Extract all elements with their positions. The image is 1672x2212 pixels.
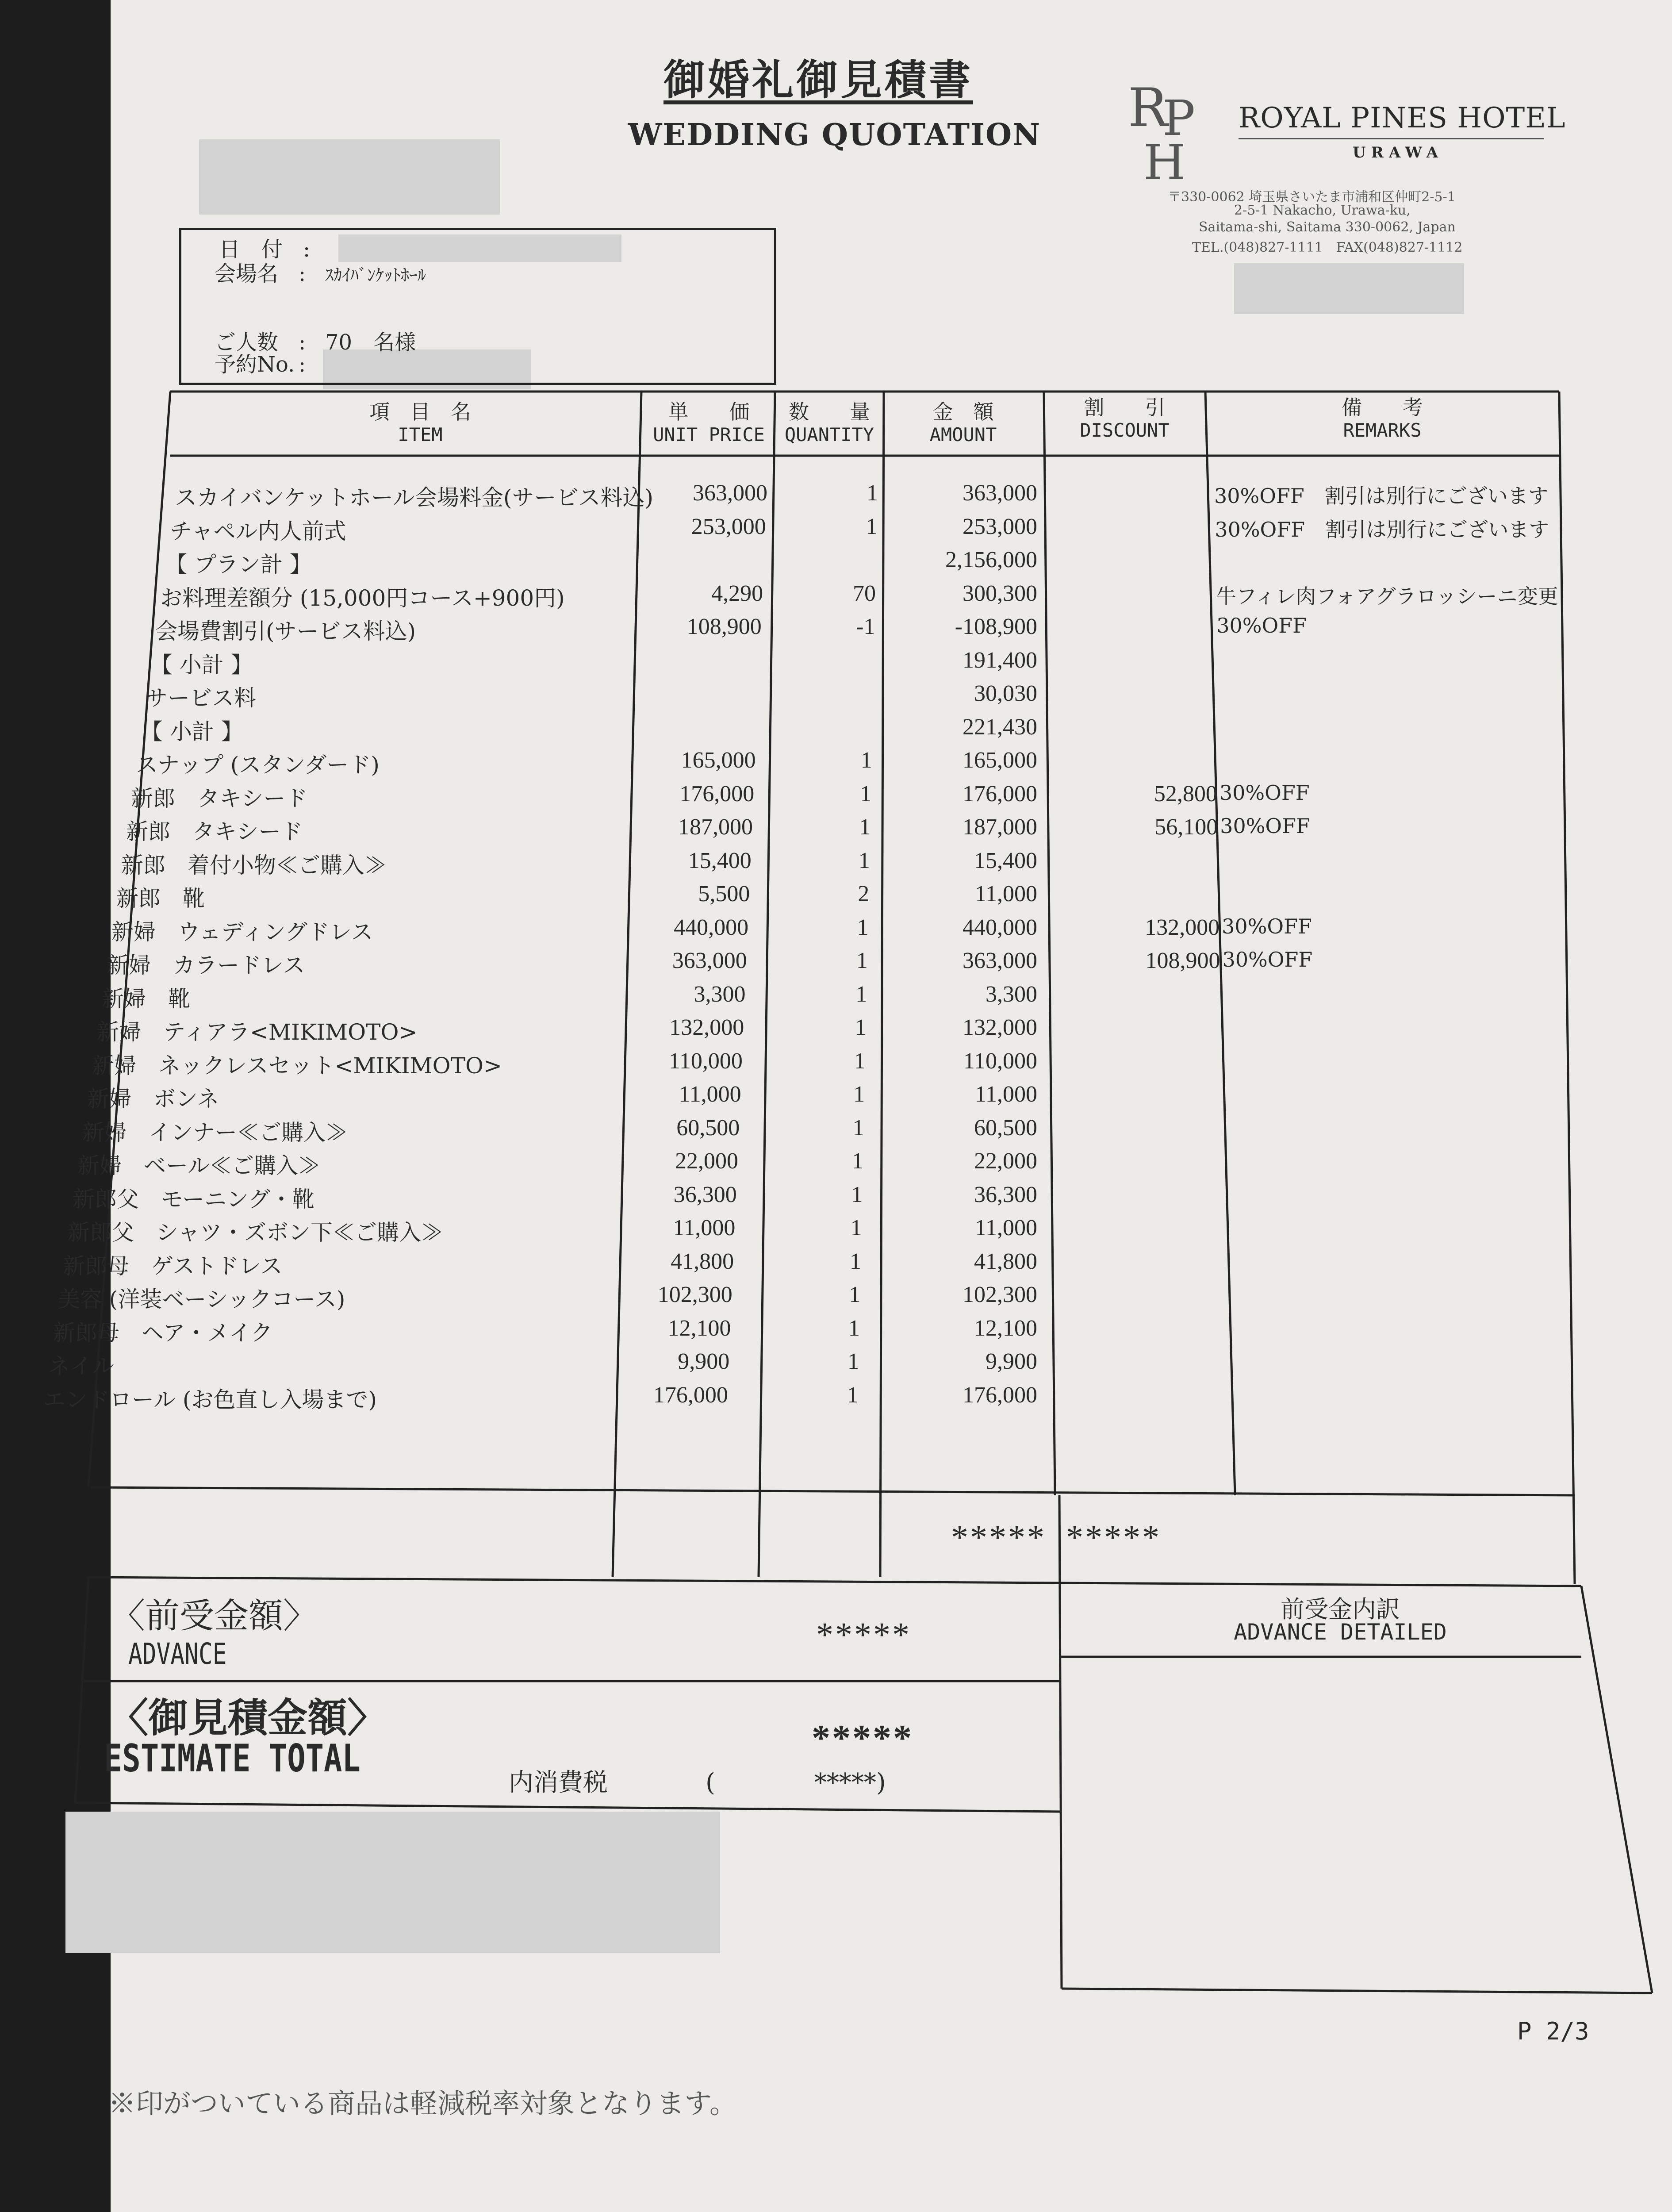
- row-item: 美容 (洋装ベーシックコース): [58, 1286, 345, 1312]
- row-quantity: 1: [847, 1382, 859, 1408]
- column-header-discount: [1046, 396, 1203, 442]
- row-amount: 102,300: [963, 1282, 1037, 1307]
- row-amount: 176,000: [963, 1382, 1037, 1408]
- hotel-address-line: Saitama-shi, Saitama 330-0062, Japan: [1199, 219, 1456, 235]
- row-amount: 11,000: [974, 1082, 1037, 1107]
- venue-label: 会場名: [215, 261, 279, 286]
- row-quantity: 1: [866, 514, 878, 539]
- hotel-name: ROYAL PINES HOTEL: [1239, 102, 1566, 134]
- row-item: 新婦 ネックレスセット<MIKIMOTO>: [92, 1052, 502, 1079]
- row-item: ネイル: [48, 1353, 114, 1379]
- row-quantity: 1: [857, 914, 869, 940]
- row-item: 新婦 カラードレス: [107, 952, 305, 978]
- row-amount: 15,400: [974, 848, 1037, 873]
- row-amount: 363,000: [963, 480, 1037, 506]
- column-header-item-en: ITEM: [398, 424, 443, 445]
- row-amount: 187,000: [963, 814, 1037, 840]
- advance-value: *****: [816, 1615, 911, 1654]
- guests-label: ご人数: [215, 330, 279, 355]
- row-remarks: 30%OFF: [1222, 914, 1312, 938]
- row-quantity: 1: [850, 1215, 862, 1240]
- row-item: チャペル内人前式: [170, 518, 346, 544]
- column-header-amount-jp: 金 額: [932, 400, 994, 424]
- estimate-label-jp: 〈御見積金額〉: [108, 1694, 387, 1741]
- estimate-value: *****: [812, 1717, 913, 1759]
- row-item: 【 小計 】: [141, 718, 243, 745]
- column-header-quantity: [776, 400, 882, 446]
- row-unit-price: 3,300: [694, 981, 746, 1007]
- row-unit-price: 15,400: [688, 848, 752, 873]
- row-unit-price: 41,800: [671, 1248, 734, 1274]
- row-amount: 12,100: [974, 1315, 1037, 1341]
- colon: :: [299, 352, 306, 377]
- row-amount: 110,000: [963, 1048, 1037, 1074]
- column-header-amount-en: AMOUNT: [929, 424, 997, 445]
- row-quantity: 1: [853, 1082, 865, 1107]
- row-amount: 132,000: [963, 1015, 1037, 1040]
- booking-row: [215, 347, 325, 378]
- column-header-discount-jp: 割 引: [1084, 396, 1166, 419]
- column-header-unit-en: UNIT PRICE: [653, 424, 765, 445]
- advance-label-jp: 〈前受金額〉: [111, 1596, 318, 1636]
- column-header-amount: [885, 400, 1042, 446]
- row-amount: 9,900: [986, 1349, 1037, 1374]
- column-header-remarks: [1208, 396, 1557, 442]
- row-remarks: 30%OFF 割引は別行にございます: [1214, 484, 1549, 508]
- row-item: 新郎父 シャツ・ズボン下≪ご購入≫: [68, 1220, 443, 1245]
- estimate-label-en: ESTIMATE TOTAL: [104, 1736, 360, 1781]
- row-quantity: 1: [852, 1148, 863, 1174]
- row-unit-price: 5,500: [698, 881, 750, 906]
- venue-value: ｽｶｲﾊﾞﾝｹｯﾄﾎｰﾙ: [325, 265, 426, 285]
- svg-text:H: H: [1143, 134, 1186, 181]
- row-item: 会場費割引(サービス料込): [155, 618, 416, 644]
- discount-total: *****: [1066, 1518, 1161, 1556]
- row-unit-price: 110,000: [668, 1048, 743, 1074]
- row-item: エンドロール (お色直し入場まで): [43, 1386, 377, 1413]
- row-item: 新郎 タキシード: [131, 785, 308, 811]
- row-amount: 191,400: [963, 647, 1037, 673]
- row-item: 新郎父 モーニング・靴: [73, 1186, 314, 1212]
- row-remarks: 牛フィレ肉フォアグラロッシーニ変更: [1216, 584, 1558, 608]
- row-item: 新郎 靴: [116, 886, 205, 911]
- row-quantity: 1: [855, 981, 867, 1007]
- row-unit-price: 253,000: [691, 514, 766, 539]
- row-quantity: 1: [849, 1282, 861, 1307]
- row-amount: 60,500: [974, 1115, 1037, 1141]
- row-item: スナップ (スタンダード): [136, 752, 380, 778]
- row-amount: 221,430: [963, 714, 1037, 740]
- row-unit-price: 363,000: [693, 480, 767, 506]
- row-amount: 3,300: [986, 981, 1037, 1007]
- row-amount: 11,000: [974, 1215, 1037, 1240]
- amount-total: *****: [951, 1518, 1046, 1556]
- tax-value: ( *****): [706, 1768, 886, 1797]
- column-header-qty-en: QUANTITY: [784, 424, 874, 445]
- row-amount: 176,000: [963, 781, 1037, 806]
- row-quantity: 1: [852, 1115, 864, 1141]
- row-quantity: 1: [858, 848, 870, 873]
- colon: :: [299, 261, 306, 286]
- row-quantity: 1: [851, 1182, 863, 1207]
- row-amount: 11,000: [974, 881, 1037, 906]
- row-remarks: 30%OFF: [1216, 614, 1307, 637]
- row-quantity: 1: [850, 1248, 862, 1274]
- row-unit-price: 176,000: [679, 781, 755, 806]
- row-amount: 440,000: [963, 914, 1037, 940]
- row-remarks: 30%OFF: [1222, 948, 1313, 972]
- column-header-discount-en: DISCOUNT: [1080, 419, 1170, 441]
- redacted-note: [65, 1812, 720, 1953]
- row-quantity: 2: [858, 881, 870, 906]
- row-item: 新婦 インナー≪ご購入≫: [82, 1119, 348, 1145]
- row-amount: 2,156,000: [945, 547, 1037, 572]
- row-unit-price: 102,300: [657, 1282, 732, 1307]
- advance-label-en: ADVANCE: [128, 1637, 227, 1671]
- row-item: 新婦 ベール≪ご購入≫: [77, 1153, 320, 1179]
- row-item: 新郎母 ゲストドレス: [63, 1253, 283, 1279]
- column-header-item: [310, 400, 531, 446]
- row-quantity: 1: [856, 948, 868, 973]
- footnote: ※印がついている商品は軽減税率対象となります。: [108, 2087, 737, 2120]
- column-header-unit-jp: 単 価: [668, 400, 750, 424]
- row-amount: 36,300: [974, 1182, 1037, 1207]
- row-unit-price: 60,500: [676, 1115, 740, 1141]
- row-remarks: 30%OFF: [1220, 814, 1310, 838]
- date-label: 日 付: [219, 237, 283, 262]
- row-remarks: 30%OFF 割引は別行にございます: [1215, 517, 1549, 541]
- row-unit-price: 4,290: [711, 580, 763, 606]
- column-header-remarks-jp: 備 考: [1342, 396, 1423, 419]
- row-quantity: 1: [867, 480, 878, 506]
- colon: :: [299, 330, 306, 355]
- row-amount: 253,000: [963, 514, 1037, 539]
- row-discount: 52,800: [1154, 781, 1217, 806]
- venue-row: [215, 257, 426, 287]
- row-unit-price: 440,000: [674, 914, 749, 940]
- row-amount: 30,030: [974, 681, 1037, 706]
- row-item: サービス料: [146, 685, 256, 711]
- hotel-address-line: TEL.(048)827-1111 FAX(048)827-1112: [1192, 240, 1463, 255]
- column-header-remarks-en: REMARKS: [1343, 419, 1422, 441]
- row-unit-price: 108,900: [686, 614, 762, 639]
- row-discount: 132,000: [1145, 914, 1220, 940]
- row-item: 新郎 タキシード: [126, 819, 303, 845]
- hotel-city: URAWA: [1353, 144, 1443, 161]
- row-remarks: 30%OFF: [1219, 780, 1310, 805]
- row-quantity: 70: [853, 580, 876, 606]
- row-quantity: 1: [860, 748, 872, 773]
- column-header-item-jp: 項 目 名: [369, 400, 471, 424]
- advance-detail-label-jp: 前受金内訳: [1281, 1595, 1400, 1623]
- row-amount: 22,000: [974, 1148, 1037, 1174]
- row-quantity: 1: [854, 1048, 866, 1074]
- row-item: 新婦 ティアラ<MIKIMOTO>: [97, 1019, 418, 1045]
- redacted-customer-name: [199, 139, 500, 215]
- row-amount: 300,300: [963, 580, 1037, 606]
- row-item: 新婦 ウェディングドレス: [111, 919, 373, 945]
- row-quantity: 1: [859, 814, 871, 840]
- row-unit-price: 36,300: [673, 1182, 737, 1207]
- row-amount: -108,900: [955, 614, 1037, 639]
- row-item: 新郎母 ヘア・メイク: [53, 1320, 273, 1346]
- svg-text:P: P: [1162, 90, 1196, 146]
- colon: :: [303, 237, 311, 262]
- guests-value: 70 名様: [325, 330, 416, 355]
- hotel-address-line: 2-5-1 Nakacho, Urawa-ku,: [1234, 203, 1411, 218]
- hotel-logo-icon: [1128, 80, 1216, 181]
- booking-label: 予約No.: [215, 352, 295, 377]
- hotel-address-line: 〒330-0062 埼玉県さいたま市浦和区仲町2-5-1: [1168, 189, 1456, 205]
- row-discount: 56,100: [1154, 814, 1218, 840]
- page-number: P 2/3: [1517, 2017, 1589, 2045]
- document-title-jp: 御婚礼御見積書: [663, 56, 974, 104]
- row-unit-price: 9,900: [678, 1349, 730, 1374]
- row-unit-price: 12,100: [667, 1315, 731, 1341]
- row-unit-price: 165,000: [681, 748, 756, 773]
- row-quantity: -1: [856, 614, 875, 639]
- row-unit-price: 363,000: [672, 948, 747, 973]
- row-item: スカイバンケットホール会場料金(サービス料込): [175, 485, 654, 511]
- column-header-qty-jp: 数 量: [789, 400, 870, 424]
- svg-text:R: R: [1128, 80, 1168, 139]
- row-unit-price: 176,000: [653, 1382, 728, 1408]
- row-unit-price: 11,000: [673, 1215, 736, 1240]
- row-item: 【 プラン計 】: [165, 552, 312, 577]
- row-unit-price: 187,000: [678, 814, 753, 840]
- row-discount: 108,900: [1145, 948, 1220, 973]
- row-amount: 41,800: [974, 1248, 1037, 1274]
- row-item: 新婦 靴: [102, 986, 190, 1012]
- column-header-unit-price: [644, 400, 774, 446]
- row-quantity: 1: [848, 1315, 860, 1341]
- advance-detail-label-en: ADVANCE DETAILED: [1234, 1619, 1447, 1645]
- row-unit-price: 22,000: [675, 1148, 738, 1174]
- document-title-en: WEDDING QUOTATION: [628, 117, 1041, 153]
- row-quantity: 1: [848, 1349, 859, 1374]
- row-amount: 363,000: [963, 948, 1037, 973]
- row-quantity: 1: [855, 1015, 867, 1040]
- row-unit-price: 11,000: [679, 1082, 741, 1107]
- hotel-name-underline: [1239, 138, 1544, 139]
- row-quantity: 1: [860, 781, 872, 806]
- row-item: お料理差額分 (15,000円コース+900円): [160, 585, 565, 611]
- redacted-staff: [1234, 263, 1464, 314]
- row-item: 【 小計 】: [150, 652, 253, 678]
- tax-label: 内消費税: [509, 1768, 608, 1797]
- row-unit-price: 132,000: [669, 1015, 744, 1040]
- row-item: 新郎 着付小物≪ご購入≫: [121, 852, 387, 878]
- row-amount: 165,000: [963, 748, 1037, 773]
- row-item: 新婦 ボンネ: [87, 1086, 219, 1112]
